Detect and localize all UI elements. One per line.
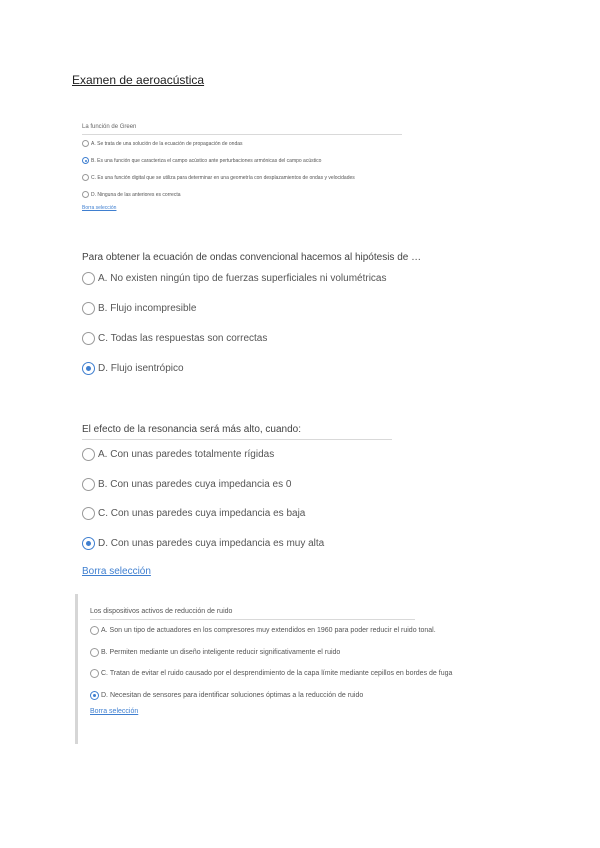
option-label: D. Flujo isentrópico [98, 362, 184, 374]
radio-button-selected[interactable] [82, 362, 95, 375]
radio-button[interactable] [82, 191, 89, 198]
option-a[interactable] [82, 440, 522, 470]
option-label: B. Es una función que caracteriza el campo acústico ante perturbaciones armónicas del campo acústico [91, 157, 322, 164]
option-c[interactable] [82, 169, 482, 186]
option-label: C. Tratan de evitar el ruido causado por el desprendimiento de la capa límite mediante cepillos en bordes de fuga [101, 670, 453, 678]
radio-button[interactable] [82, 478, 95, 491]
radio-button[interactable] [82, 140, 89, 147]
clear-selection-link[interactable]: Borra selección [82, 205, 117, 211]
radio-button[interactable] [82, 332, 95, 345]
question-wave-equation [82, 252, 522, 383]
radio-button[interactable] [90, 648, 99, 657]
option-label: C. Con unas paredes cuya impedancia es baja [98, 508, 306, 520]
option-label: D. Necesitan de sensores para identificar soluciones óptimas a la reducción de ruido [101, 691, 364, 699]
option-label: B. Con unas paredes cuya impedancia es 0 [98, 478, 292, 490]
question-resonance [82, 424, 522, 577]
option-d[interactable] [82, 529, 522, 559]
question-prompt: La función de Green [82, 124, 137, 130]
radio-button[interactable] [82, 448, 95, 461]
question-prompt: Para obtener la ecuación de ondas convencional hacemos al hipótesis de … [82, 252, 422, 263]
option-label: C. Todas las respuestas son correctas [98, 332, 268, 344]
option-b[interactable] [82, 293, 522, 323]
radio-button-selected[interactable] [82, 157, 89, 164]
option-b[interactable] [82, 470, 522, 500]
radio-button[interactable] [82, 174, 89, 181]
option-label: A. Son un tipo de actuadores en los compresores muy extendidos en 1960 para poder reducir el ruido tonal. [101, 627, 436, 635]
option-d[interactable] [82, 186, 482, 203]
clear-selection-link[interactable]: Borra selección [90, 708, 139, 715]
radio-button-selected[interactable] [82, 537, 95, 550]
option-label: D. Ninguna de las anteriores es correcta [91, 191, 181, 198]
question-active-noise-devices [75, 594, 515, 744]
option-b[interactable] [90, 642, 515, 664]
option-a[interactable] [82, 135, 482, 152]
option-label: A. Se trata de una solución de la ecuación de propagación de ondas [91, 140, 243, 147]
option-label: A. Con unas paredes totalmente rígidas [98, 449, 275, 461]
option-c[interactable] [82, 499, 522, 529]
radio-button-selected[interactable] [90, 691, 99, 700]
option-label: B. Flujo incompresible [98, 302, 197, 314]
document-title: Examen de aeroacústica [72, 73, 205, 87]
option-label: C. Es una función digital que se utiliza para determinar en una geometría con desplazamientos de ondas y velocidades [91, 174, 355, 181]
radio-button[interactable] [82, 272, 95, 285]
radio-button[interactable] [90, 669, 99, 678]
option-d[interactable] [82, 353, 522, 383]
option-d[interactable] [90, 685, 515, 707]
clear-selection-link[interactable]: Borra selección [82, 566, 151, 577]
question-green-function [82, 124, 482, 211]
option-label: A. No existen ningún tipo de fuerzas superficiales ni volumétricas [98, 272, 387, 284]
option-label: B. Permiten mediante un diseño inteligente reducir significativamente el ruido [101, 648, 341, 656]
option-c[interactable] [82, 323, 522, 353]
question-prompt: Los dispositivos activos de reducción de ruido [90, 608, 233, 615]
option-b[interactable] [82, 152, 482, 169]
question-prompt: El efecto de la resonancia será más alto, cuando: [82, 424, 302, 435]
option-a[interactable] [90, 620, 515, 642]
option-label: D. Con unas paredes cuya impedancia es muy alta [98, 537, 325, 549]
radio-button[interactable] [82, 507, 95, 520]
radio-button[interactable] [82, 302, 95, 315]
option-c[interactable] [90, 663, 515, 685]
option-a[interactable] [82, 263, 522, 293]
radio-button[interactable] [90, 626, 99, 635]
